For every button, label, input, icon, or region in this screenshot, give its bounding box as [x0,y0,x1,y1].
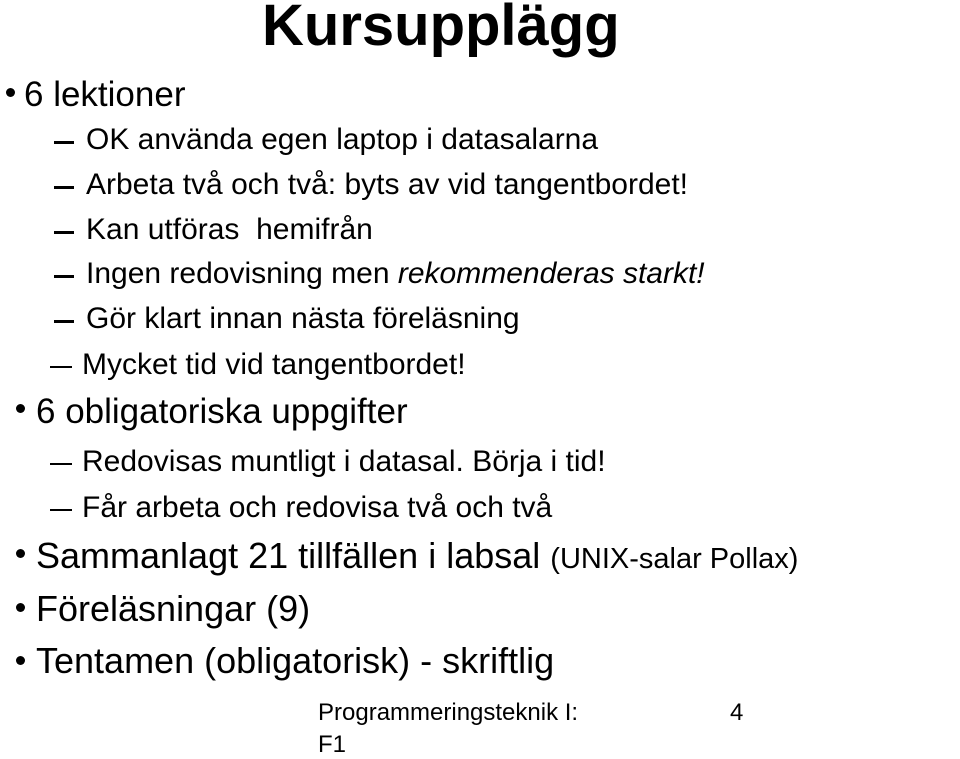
sub-item-redovisning [86,257,705,291]
dash-icon [50,463,72,465]
dash-icon [50,509,72,511]
bullet-item-sammanlagt-note: (UNIX-salar Pollax) [550,543,799,575]
sub-item-redovisas: Redovisas muntligt i datasal. Börja i tid! [82,445,606,478]
dash-icon [54,231,74,234]
bullet-icon [16,404,25,413]
bullet-item-forelasningar: Föreläsningar (9) [36,588,311,629]
dash-icon [54,186,74,189]
dash-icon [50,366,72,368]
dash-icon [54,275,74,278]
sub-item-redovisning-emphasis: rekommenderas starkt! [397,257,705,290]
sub-item-gor-klart: Gör klart innan nästa föreläsning [86,302,520,335]
sub-item-redovisning-text: Ingen redovisning men [86,257,398,290]
footer-lecture: F1 [318,731,347,758]
sub-item-arbeta: Arbeta två och två: byts av vid tangentbordet! [86,168,689,201]
footer-course: Programmeringsteknik I: [318,699,579,726]
bullet-icon [16,603,25,612]
bullet-item-lektioner: 6 lektioner [24,75,186,114]
dash-icon [54,320,74,323]
sub-item-mycket-tid: Mycket tid vid tangentbordet! [82,348,466,381]
slide-title: Kursupplägg [262,0,620,58]
bullet-item-uppgifter: 6 obligatoriska uppgifter [36,392,408,431]
bullet-item-tentamen: Tentamen (obligatorisk) - skriftlig [36,640,555,681]
bullet-item-sammanlagt-text: Sammanlagt 21 tillfällen i labsal [36,535,541,576]
dash-icon [54,141,74,144]
sub-item-far-arbeta: Får arbeta och redovisa två och två [82,491,553,524]
bullet-item-sammanlagt [36,536,798,579]
bullet-icon [16,656,25,665]
sub-item-hemifran: Kan utföras hemifrån [86,213,373,246]
sub-item-laptop: OK använda egen laptop i datasalarna [86,123,599,156]
page-number: 4 [730,699,744,726]
bullet-icon [6,88,15,97]
bullet-icon [16,549,25,558]
